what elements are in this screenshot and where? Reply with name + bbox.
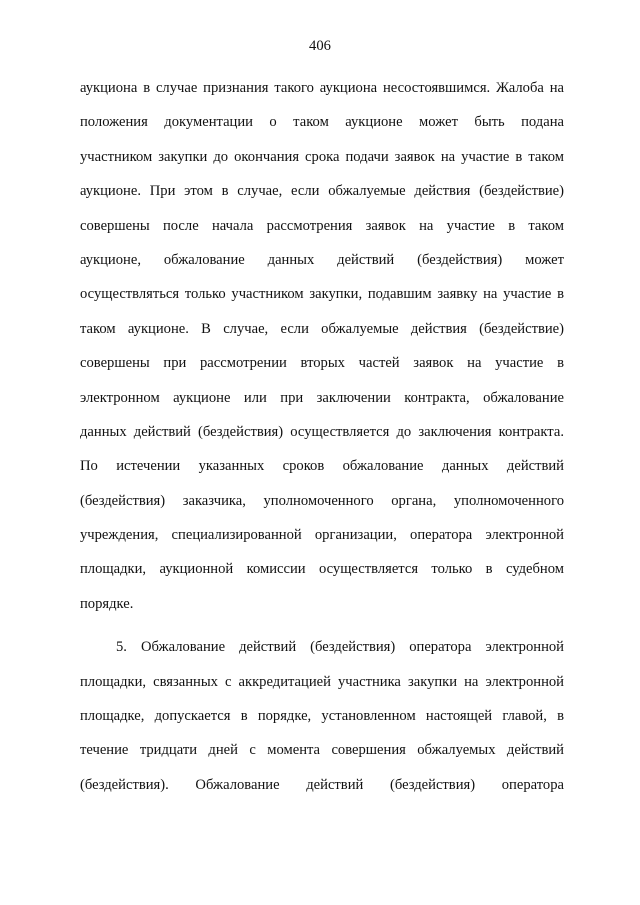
text-line: площадки, связанных с аккредитацией участника закупки на электронной [80,673,564,690]
body-text [80,71,564,802]
text-line: порядке. [80,595,134,612]
text-line: аукциона в случае признания такого аукциона несостоявшимся. Жалоба на [80,80,564,96]
text-line: положения документации о таком аукционе может быть подана [80,114,564,131]
text-line: площадки, аукционной комиссии осуществляется только в судебном [80,561,564,578]
text-line: аукционе, обжалование данных действий (бездействия) может [80,251,564,268]
text-line: По истечении указанных сроков обжалование данных действий [80,458,564,475]
text-line: (бездействия). Обжалование действий (бездействия) оператора [80,776,564,793]
text-line: площадке, допускается в порядке, установленном настоящей главой, в [80,708,564,725]
text-line: учреждения, специализированной организации, оператора электронной [80,527,564,544]
text-line: электронном аукционе или при заключении контракта, обжалование [80,389,564,406]
paragraph-item-5 [80,630,564,802]
text-line: (бездействия) заказчика, уполномоченного органа, уполномоченного [80,492,564,509]
text-line: совершены после начала рассмотрения заявок на участие в таком [80,217,564,234]
paragraph-spacer [80,621,564,630]
paragraph-continued [80,71,564,621]
text-line: течение тридцати дней с момента совершения обжалуемых действий [80,742,564,759]
text-line: аукционе. При этом в случае, если обжалуемые действия (бездействие) [80,183,564,200]
text-line: совершены при рассмотрении вторых частей заявок на участие в [80,355,564,372]
page-number: 406 [309,38,331,54]
text-line: осуществляться только участником закупки, подавшим заявку на участие в [80,286,564,303]
text-line: данных действий (бездействия) осуществляется до заключения контракта. [80,423,564,440]
text-line: таком аукционе. В случае, если обжалуемые действия (бездействие) [80,320,564,337]
text-line: 5. Обжалование действий (бездействия) оператора электронной [116,639,564,656]
text-line: участником закупки до окончания срока подачи заявок на участие в таком [80,148,564,165]
